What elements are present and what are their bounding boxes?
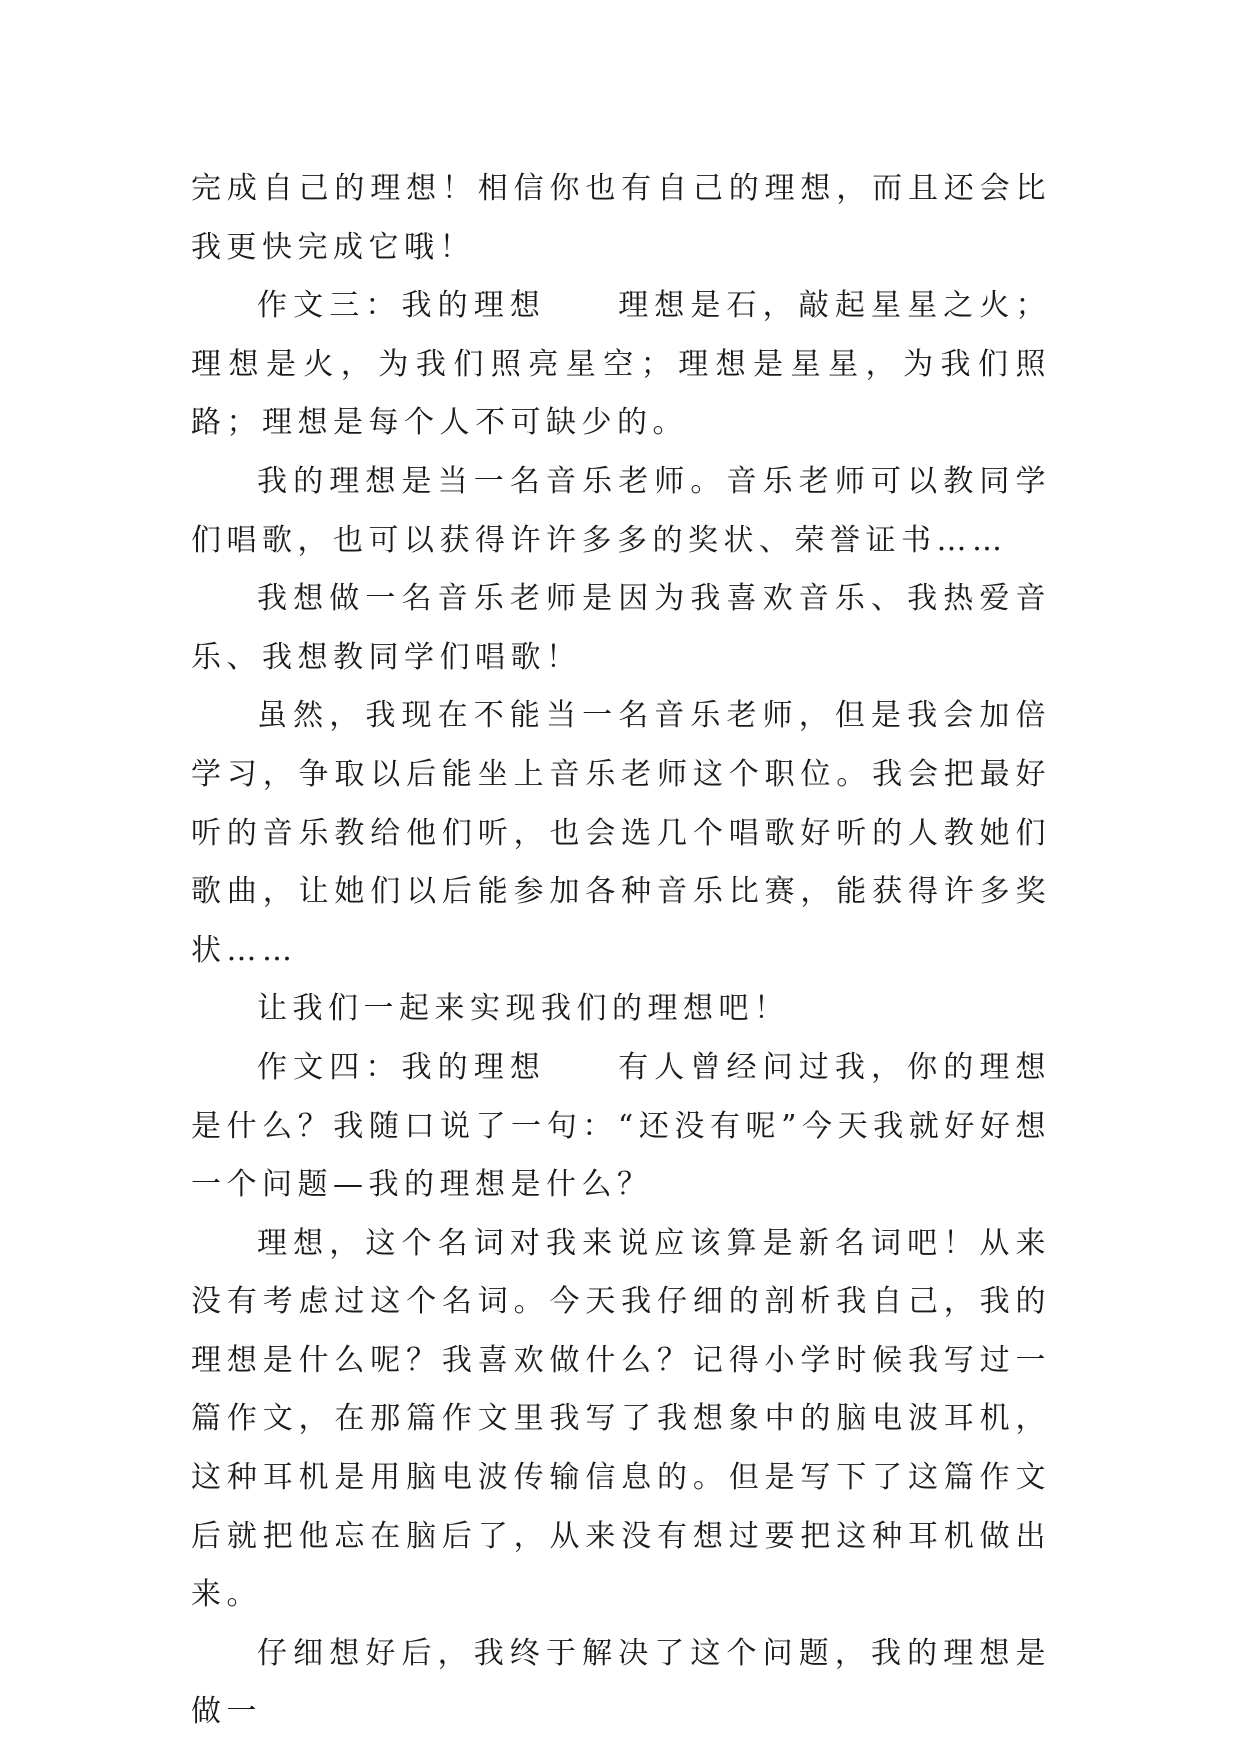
paragraph: 虽然，我现在不能当一名音乐老师，但是我会加倍学习，争取以后能坐上音乐老师这个职位。我会把最好听的音乐教给他们听，也会选几个唱歌好听的人教她们歌曲，让她们以后能参加各种音乐比赛，能获得许多奖状…… — [191, 698, 1051, 968]
paragraph: 仔细想好后，我终于解决了这个问题，我的理想是做一 — [191, 1635, 1051, 1730]
paragraph: 我想做一名音乐老师是因为我喜欢音乐、我热爱音乐、我想教同学们唱歌！ — [191, 581, 1051, 675]
paragraph: 作文四：我的理想 有人曾经问过我，你的理想是什么？我随口说了一句：“还没有呢”今天我就好好想一个问题—我的理想是什么？ — [191, 1049, 1051, 1203]
document-body — [191, 160, 1051, 1742]
paragraph: 完成自己的理想！相信你也有自己的理想，而且还会比我更快完成它哦！ — [191, 171, 1051, 265]
paragraph: 作文三：我的理想 理想是石，敲起星星之火；理想是火，为我们照亮星空；理想是星星，为我们照路；理想是每个人不可缺少的。 — [191, 288, 1051, 441]
paragraph: 让我们一起来实现我们的理想吧！ — [257, 991, 790, 1027]
paragraph: 理想，这个名词对我来说应该算是新名词吧！从来没有考虑过这个名词。今天我仔细的剖析我自己，我的理想是什么呢？我喜欢做什么？记得小学时候我写过一篇作文，在那篇作文里我写了我想象中的脑电波耳机，这种耳机是用脑电波传输信息的。但是写下了这篇作文后就把他忘在脑后了，从来没有想过要把这种耳机做出来。 — [191, 1225, 1051, 1613]
paragraph: 我的理想是当一名音乐老师。音乐老师可以教同学们唱歌，也可以获得许许多多的奖状、荣誉证书…… — [191, 463, 1051, 558]
